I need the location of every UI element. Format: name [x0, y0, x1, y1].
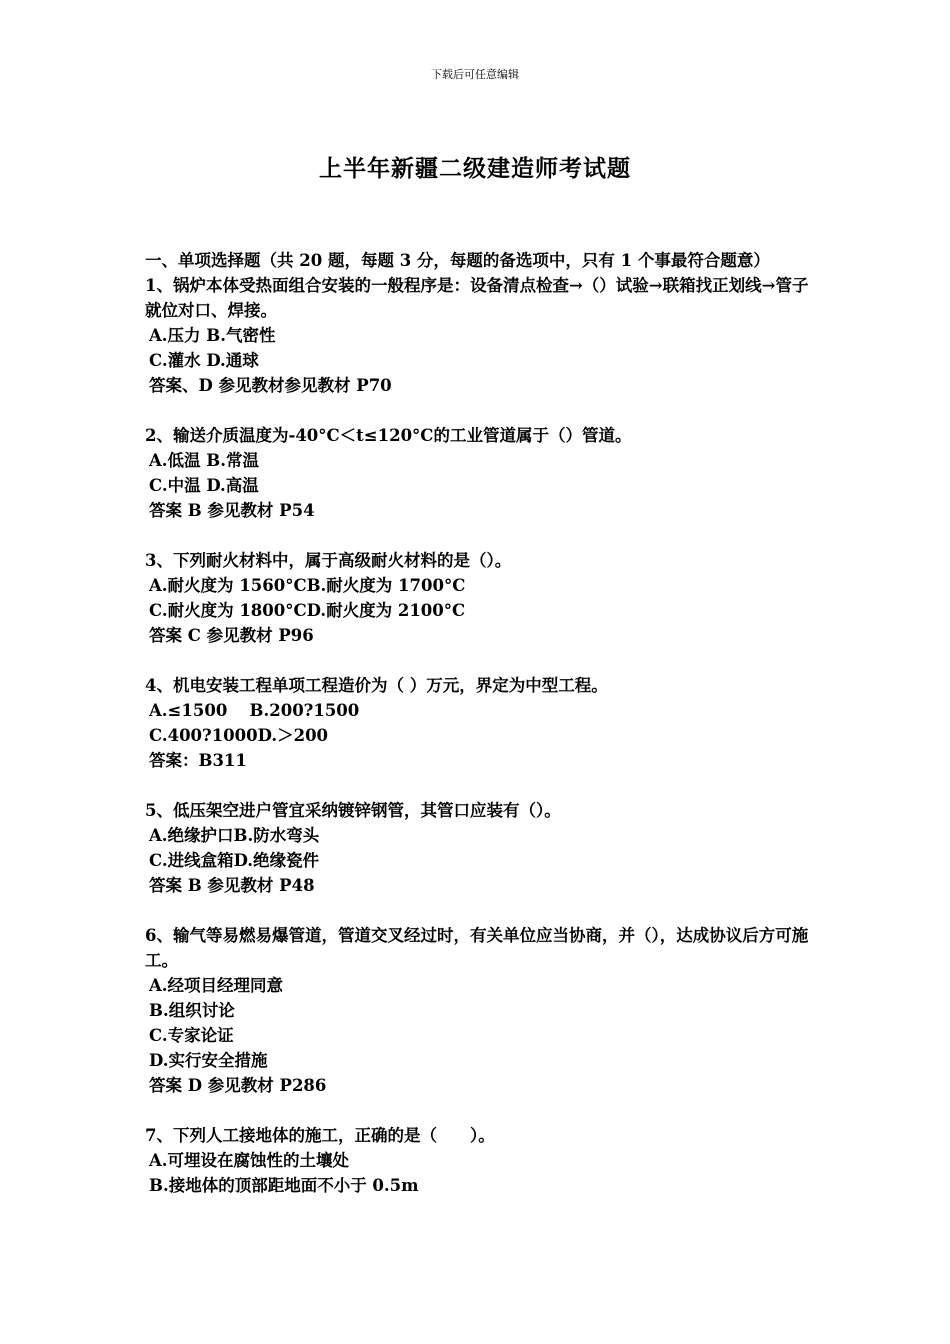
question-7	[145, 1123, 810, 1198]
question-option-line: A.≤1500 B.200?1500	[149, 701, 360, 720]
question-answer: 答案 C 参见教材 P96	[149, 626, 314, 645]
question-stem: 3、下列耐火材料中，属于高级耐火材料的是（）。	[145, 551, 512, 570]
question-3	[145, 548, 810, 648]
question-4	[145, 673, 810, 773]
question-1	[145, 273, 810, 398]
document-body	[145, 248, 810, 1223]
question-option-line: A.绝缘护口B.防水弯头	[149, 826, 320, 845]
question-answer: 答案：B311	[149, 751, 247, 770]
question-option-line: A.耐火度为 1560°CB.耐火度为 1700°C	[149, 576, 466, 595]
question-answer: 答案 B 参见教材 P54	[149, 501, 315, 520]
question-option-line: C.专家论证	[149, 1026, 234, 1045]
question-2	[145, 423, 810, 523]
question-stem: 4、机电安装工程单项工程造价为（ ）万元，界定为中型工程。	[145, 676, 608, 695]
question-5	[145, 798, 810, 898]
question-option-line: A.可埋设在腐蚀性的土壤处	[149, 1151, 350, 1170]
question-option-line: A.压力 B.气密性	[149, 326, 276, 345]
question-option-line: B.接地体的顶部距地面不小于 0.5m	[149, 1176, 419, 1195]
question-answer: 答案、D 参见教材参见教材 P70	[149, 376, 392, 395]
question-option-line: C.进线盒箱D.绝缘瓷件	[149, 851, 320, 870]
question-option-line: D.实行安全措施	[149, 1051, 268, 1070]
question-answer: 答案 B 参见教材 P48	[149, 876, 315, 895]
question-answer: 答案 D 参见教材 P286	[149, 1076, 327, 1095]
question-stem: 1、锅炉本体受热面组合安装的一般程序是：设备清点检查→（）试验→联箱找正划线→管子就位对口、焊接。	[145, 276, 809, 320]
question-stem: 6、输气等易燃易爆管道，管道交叉经过时，有关单位应当协商，并（），达成协议后方可施工。	[145, 926, 809, 970]
question-stem: 2、输送介质温度为-40°C＜t≤120°C的工业管道属于（）管道。	[145, 426, 632, 445]
header-note: 下载后可任意编辑	[431, 68, 519, 81]
question-option-line: B.组织讨论	[149, 1001, 235, 1020]
question-6	[145, 923, 810, 1098]
question-option-line: A.低温 B.常温	[149, 451, 259, 470]
question-option-line: C.耐火度为 1800°CD.耐火度为 2100°C	[149, 601, 466, 620]
question-option-line: C.中温 D.高温	[149, 476, 259, 495]
question-option-line: C.灌水 D.通球	[149, 351, 259, 370]
section-heading: 一、单项选择题（共 20 题，每题 3 分，每题的备选项中，只有 1 个事最符合题意）	[145, 251, 770, 270]
question-option-line: A.经项目经理同意	[149, 976, 284, 995]
question-option-line: C.400?1000D.＞200	[149, 726, 329, 745]
document-title: 上半年新疆二级建造师考试题	[319, 155, 631, 182]
question-stem: 5、低压架空进户管宜采纳镀锌钢管，其管口应装有（）。	[145, 801, 561, 820]
question-stem: 7、下列人工接地体的施工，正确的是（ ）。	[145, 1126, 495, 1145]
